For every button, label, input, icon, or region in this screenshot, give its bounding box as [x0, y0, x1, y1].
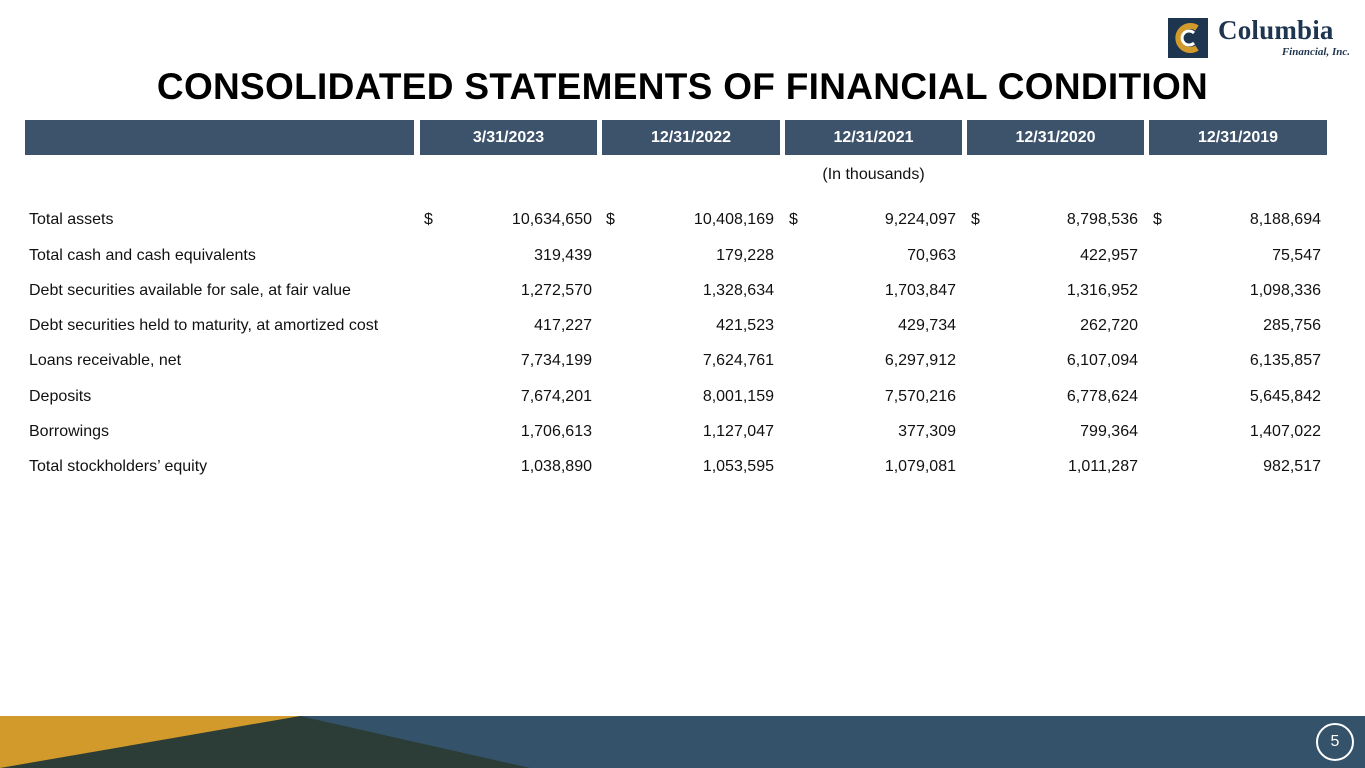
cell-value: 1,079,081 — [884, 458, 956, 475]
cell-value: 6,135,857 — [1249, 352, 1321, 369]
table-row — [0, 238, 1365, 273]
footer-band — [0, 716, 1365, 768]
cell-value: 9,224,097 — [884, 211, 956, 228]
cell-value: 1,272,570 — [520, 282, 592, 299]
column-header: 12/31/2021 — [785, 120, 962, 155]
units-note: (In thousands) — [822, 166, 925, 183]
row-label: Loans receivable, net — [29, 352, 182, 369]
columbia-logo-icon — [1168, 18, 1208, 58]
cell-value: 1,038,890 — [520, 458, 592, 475]
cell-value: 1,011,287 — [1068, 458, 1138, 475]
cell-value: 7,570,216 — [884, 388, 956, 405]
cell-value: 6,297,912 — [884, 352, 956, 369]
cell-value: 1,127,047 — [702, 423, 774, 440]
row-label: Debt securities available for sale, at fair value — [29, 282, 351, 299]
table-row — [0, 273, 1365, 308]
company-logo — [1168, 15, 1352, 61]
currency-symbol: $ — [971, 211, 980, 228]
row-label: Debt securities held to maturity, at amortized cost — [29, 317, 379, 334]
cell-value: 285,756 — [1263, 317, 1321, 334]
currency-symbol: $ — [606, 211, 615, 228]
cell-value: 7,674,201 — [520, 388, 592, 405]
table-row — [0, 379, 1365, 414]
cell-value: 1,407,022 — [1249, 423, 1321, 440]
row-label: Deposits — [29, 388, 92, 405]
currency-symbol: $ — [1153, 211, 1162, 228]
cell-value: 1,328,634 — [702, 282, 774, 299]
cell-value: 10,408,169 — [693, 211, 774, 228]
cell-value: 7,734,199 — [520, 352, 592, 369]
cell-value: 982,517 — [1263, 458, 1321, 475]
cell-value: 417,227 — [534, 317, 592, 334]
cell-value: 421,523 — [716, 317, 774, 334]
cell-value: 7,624,761 — [702, 352, 774, 369]
currency-symbol: $ — [424, 211, 433, 228]
cell-value: 70,963 — [907, 247, 956, 264]
page-number: 5 — [1316, 723, 1354, 761]
table-row — [0, 202, 1365, 237]
cell-value: 1,703,847 — [884, 282, 956, 299]
row-label: Total stockholders’ equity — [29, 458, 208, 475]
cell-value: 1,053,595 — [702, 458, 774, 475]
row-label: Total cash and cash equivalents — [29, 247, 256, 264]
cell-value: 8,001,159 — [702, 388, 774, 405]
header-label-cell — [25, 120, 414, 155]
table-row — [0, 343, 1365, 378]
cell-value: 262,720 — [1080, 317, 1138, 334]
column-header: 12/31/2022 — [602, 120, 780, 155]
cell-value: 8,188,694 — [1249, 211, 1321, 228]
cell-value: 179,228 — [716, 247, 774, 264]
cell-value: 319,439 — [534, 247, 592, 264]
column-header: 12/31/2019 — [1149, 120, 1327, 155]
cell-value: 1,098,336 — [1249, 282, 1321, 299]
cell-value: 10,634,650 — [511, 211, 592, 228]
cell-value: 5,645,842 — [1249, 388, 1321, 405]
logo-subtitle: Financial, Inc. — [1281, 46, 1350, 58]
table-row — [0, 449, 1365, 484]
cell-value: 799,364 — [1080, 423, 1138, 440]
cell-value: 75,547 — [1272, 247, 1321, 264]
cell-value: 1,706,613 — [520, 423, 592, 440]
row-label: Total assets — [29, 211, 114, 228]
cell-value: 422,957 — [1080, 247, 1138, 264]
cell-value: 1,316,952 — [1066, 282, 1138, 299]
cell-value: 377,309 — [898, 423, 956, 440]
cell-value: 6,107,094 — [1066, 352, 1138, 369]
logo-name: Columbia — [1218, 15, 1334, 45]
cell-value: 429,734 — [898, 317, 956, 334]
cell-value: 6,778,624 — [1066, 388, 1138, 405]
column-header: 12/31/2020 — [967, 120, 1144, 155]
row-label: Borrowings — [29, 423, 110, 440]
column-header: 3/31/2023 — [420, 120, 597, 155]
table-row — [0, 414, 1365, 449]
table-row — [0, 308, 1365, 343]
page-title: CONSOLIDATED STATEMENTS OF FINANCIAL CONDITION — [156, 66, 1209, 107]
currency-symbol: $ — [789, 211, 798, 228]
cell-value: 8,798,536 — [1066, 211, 1138, 228]
